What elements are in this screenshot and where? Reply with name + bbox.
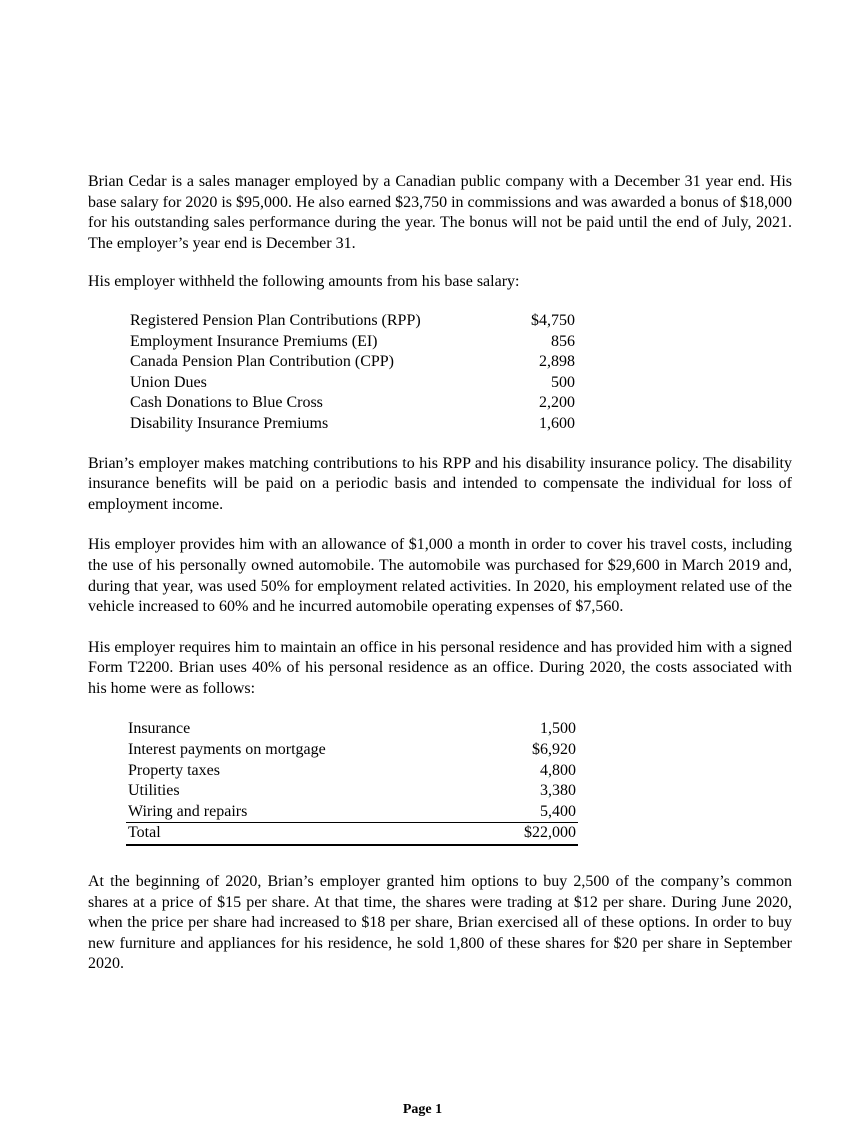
withholding-amount: $4,750 bbox=[531, 311, 575, 329]
withholding-amount: 856 bbox=[551, 332, 575, 350]
table-row bbox=[130, 311, 575, 332]
withholding-amount: 1,600 bbox=[539, 414, 575, 432]
withholding-label: Union Dues bbox=[130, 373, 207, 391]
withholdings-table bbox=[130, 311, 575, 435]
home-cost-amount: 1,500 bbox=[540, 720, 576, 738]
page-number: Page 1 bbox=[402, 1102, 443, 1117]
home-cost-label: Property taxes bbox=[128, 761, 220, 779]
withholding-amount: 2,200 bbox=[539, 394, 575, 412]
home-cost-label: Insurance bbox=[128, 720, 191, 738]
home-cost-label: Utilities bbox=[128, 782, 180, 800]
table-row bbox=[130, 332, 575, 353]
withholding-label: Registered Pension Plan Contributions (RPP) bbox=[130, 311, 421, 329]
home-costs-table bbox=[126, 719, 578, 846]
table-row bbox=[126, 781, 578, 802]
document-page bbox=[88, 172, 792, 975]
paragraph-allowance: His employer provides him with an allowance of $1,000 a month in order to cover his travel costs, including the use of his personally owned automobile. The automobile was purchased for $29,600 in March 2019 and, during that year, was used 50% for employment related activities. In 2020, his employment related use of the vehicle increased to 60% and he incurred automobile operating expenses of $7,560. bbox=[88, 536, 792, 616]
withholding-label: Cash Donations to Blue Cross bbox=[130, 394, 323, 412]
home-total-label: Total bbox=[126, 823, 470, 845]
home-cost-amount: $6,920 bbox=[532, 741, 576, 759]
withholding-label: Canada Pension Plan Contribution (CPP) bbox=[130, 353, 394, 371]
withholding-label: Employment Insurance Premiums (EI) bbox=[130, 332, 378, 350]
table-row bbox=[130, 393, 575, 414]
home-cost-amount: 4,800 bbox=[540, 761, 576, 779]
paragraph-office: His employer requires him to maintain an office in his personal residence and has provided him with a signed Form T2200. Brian uses 40% of his personal residence as an office. During 2020, the costs associated with his home were as follows: bbox=[88, 638, 792, 697]
withholding-amount: 500 bbox=[551, 373, 575, 391]
table-row bbox=[130, 352, 575, 373]
table-row bbox=[126, 802, 578, 823]
table-row bbox=[126, 740, 578, 761]
home-cost-label: Interest payments on mortgage bbox=[128, 741, 326, 759]
home-total-amount: $22,000 bbox=[470, 823, 578, 845]
total-row bbox=[126, 823, 578, 845]
paragraph-matching: Brian’s employer makes matching contributions to his RPP and his disability insurance policy. The disability insurance benefits will be paid on a periodic basis and intended to compensate the individual for loss of employment income. bbox=[88, 454, 792, 513]
paragraph-intro: Brian Cedar is a sales manager employed by a Canadian public company with a December 31 year end. His base salary for 2020 is $95,000. He also earned $23,750 in commissions and was awarded a bonus of $18,000 for his outstanding sales performance during the year. The bonus will not be paid until the end of July, 2021. The employer’s year end is December 31. bbox=[88, 173, 792, 252]
paragraph-options: At the beginning of 2020, Brian’s employer granted him options to buy 2,500 of the company’s common shares at a price of $15 per share. At that time, the shares were trading at $12 per share. During June 2020, when the price per share had increased to $18 per share, Brian exercised all of these options. In order to buy new furniture and appliances for his residence, he sold 1,800 of these shares for $20 per share in September 2020. bbox=[88, 873, 792, 973]
home-cost-amount: 3,380 bbox=[540, 782, 576, 800]
withholding-label: Disability Insurance Premiums bbox=[130, 414, 329, 432]
table-row bbox=[130, 414, 575, 435]
paragraph-withheld-intro: His employer withheld the following amounts from his base salary: bbox=[88, 273, 520, 291]
home-cost-label: Wiring and repairs bbox=[126, 802, 470, 823]
withholding-amount: 2,898 bbox=[539, 353, 575, 371]
table-row bbox=[130, 373, 575, 394]
table-row bbox=[126, 719, 578, 740]
table-row bbox=[126, 761, 578, 782]
home-cost-amount: 5,400 bbox=[470, 802, 578, 823]
